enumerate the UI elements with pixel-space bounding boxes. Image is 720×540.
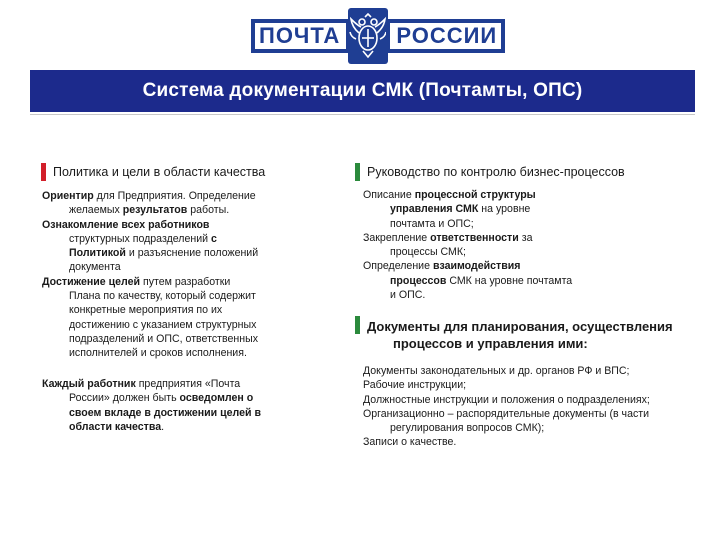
bold-text: процессов (390, 274, 447, 287)
text: работы. (187, 204, 230, 217)
text: Описание (363, 189, 415, 201)
text-line (42, 246, 332, 260)
text-line: достижению с указанием структурных (69, 318, 257, 331)
text-line (42, 218, 332, 232)
right-column-bottom (363, 364, 703, 450)
text-line (363, 274, 698, 288)
text-line (363, 259, 698, 273)
documents-list (363, 364, 703, 450)
title-divider (30, 114, 695, 115)
list-item: Записи о качестве. (363, 436, 457, 449)
text: и разъяснение положений (125, 247, 259, 260)
page-title: Система документации СМК (Почтамты, ОПС) (142, 80, 583, 101)
right-paragraph-opredelenie (363, 259, 698, 302)
bold-text: осведомлен о (179, 392, 254, 405)
heading-documents-line2: процессов и управления ими: (393, 336, 588, 351)
bold-text: Ориентир (42, 190, 94, 202)
bold-text: с (211, 232, 217, 245)
heading-guide-text: Руководство по контролю бизнес-процессов (367, 165, 625, 179)
heading-policy (41, 163, 331, 181)
list-item-continued: регулирования вопросов СМК); (390, 422, 545, 435)
text: за (518, 231, 533, 244)
text-line (363, 202, 698, 216)
text: для Предприятия. Определение (93, 190, 256, 202)
text: желаемых (69, 204, 123, 217)
heading-documents-line1: Документы для планирования, осуществления (367, 319, 673, 334)
left-paragraph-kazhdy (42, 377, 332, 434)
bold-text: Ознакомление всех работников (42, 218, 210, 231)
text-line: и ОПС. (390, 289, 426, 302)
heading-documents-text (367, 318, 702, 352)
right-paragraph-opisanie (363, 188, 698, 231)
pochta-rossii-logo (251, 8, 498, 64)
list-item: Должностные инструкции и положения о подразделениях; (363, 393, 650, 406)
text-line (42, 232, 332, 246)
text-line (42, 203, 332, 217)
text-line (363, 231, 698, 245)
logo-left-word: ПОЧТА (259, 23, 341, 48)
eagle-icon (348, 13, 388, 59)
bold-text: процессной структуры (414, 189, 536, 201)
text-line (42, 275, 332, 289)
text-line: Плана по качеству, который содержит (69, 290, 256, 303)
list-item: Организационно – распорядительные документы (в части (363, 407, 650, 420)
bold-text: Достижение целей (42, 275, 141, 288)
list-item: Рабочие инструкции; (363, 379, 467, 392)
logo-right-word: РОССИИ (396, 23, 498, 48)
text-line: конкретные мероприятия по их (69, 304, 223, 317)
text: . (161, 420, 165, 433)
left-column (42, 189, 332, 361)
bold-text: результатов (122, 204, 188, 217)
bold-text: ответственности (430, 231, 519, 244)
text: Закрепление (363, 231, 431, 244)
text-line: процессы СМК; (390, 246, 466, 259)
text: путем разработки (140, 275, 231, 288)
right-paragraph-zakreplenie (363, 231, 698, 260)
heading-documents (355, 316, 700, 350)
bold-text: своем вкладе в достижении целей в (69, 406, 261, 419)
text-line (42, 377, 332, 391)
logo-left-box (251, 19, 350, 53)
bold-text: области качества (69, 420, 162, 433)
text-line: исполнителей и сроков исполнения. (69, 347, 247, 360)
green-marker-icon (355, 163, 360, 181)
bold-text: Каждый работник (42, 378, 136, 390)
text-line: почтамта и ОПС; (390, 217, 474, 230)
text: СМК на уровне почтамта (446, 274, 573, 287)
bold-text: Политикой (69, 247, 126, 260)
text-line (42, 391, 332, 405)
heading-guide (355, 163, 695, 181)
text: России» должен быть (69, 392, 180, 405)
heading-policy-text: Политика и цели в области качества (53, 165, 266, 179)
eagle-emblem-icon (348, 8, 388, 64)
text-line (363, 188, 698, 202)
left-column-bottom (42, 377, 332, 434)
text: Определение (363, 260, 433, 273)
text-line: подразделений и ОПС, ответственных (69, 332, 258, 345)
bold-text: управления СМК (390, 203, 479, 216)
right-column-top (363, 188, 698, 302)
text-line: документа (69, 261, 121, 274)
logo-right-box (386, 19, 505, 53)
text-line (42, 189, 332, 203)
title-bar (30, 70, 695, 112)
text-line (42, 420, 332, 434)
left-paragraph-oznakomlenie (42, 218, 332, 275)
bold-text: взаимодействия (432, 260, 521, 273)
text: предприятия «Почта (135, 378, 241, 390)
list-item: Документы законодательных и др. органов РФ и ВПС; (363, 365, 630, 377)
text-line (42, 406, 332, 420)
green-marker-icon (355, 316, 360, 334)
red-marker-icon (41, 163, 46, 181)
left-paragraph-dostizhenie (42, 275, 332, 361)
text: на уровне (478, 203, 531, 216)
left-paragraph-orientir (42, 189, 332, 218)
text: структурных подразделений (69, 232, 212, 245)
